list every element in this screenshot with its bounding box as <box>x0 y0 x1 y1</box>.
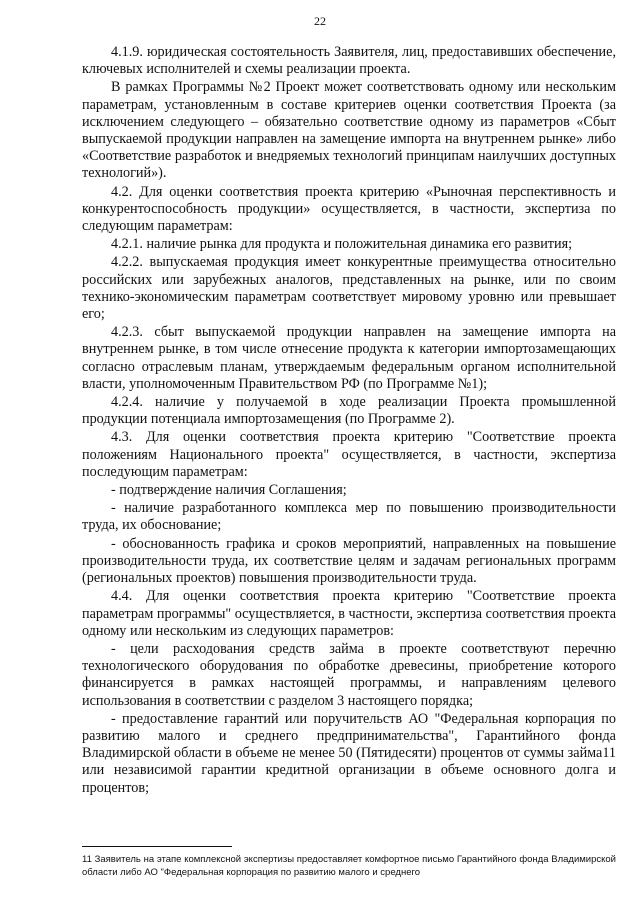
list-item-agreement: - подтверждение наличия Соглашения; <box>111 482 347 499</box>
footnote: 11 Заявитель на этапе комплексной экспертизы предоставляет комфортное письмо Гарантийного фонда Владимирской области либо АО "Федеральная корпорация по развитию малого и среднего <box>82 854 616 878</box>
paragraph-4-1-9: 4.1.9. юридическая состоятельность Заявителя, лиц, предоставивших обеспечение, ключевых исполнителей и схемы реализации проекта. <box>82 44 616 78</box>
list-item-measures: - наличие разработанного комплекса мер по повышению производительности труда, их обоснование; <box>82 500 616 534</box>
footnote-divider <box>82 846 232 847</box>
list-item-guarantees: - предоставление гарантий или поручительств АО "Федеральная корпорация по развитию малого и среднего предпринимательства", Гарантийного фонда Владимирской области в объеме не менее 50 (Пятидесяти) процентов от суммы займа11 или независимой гарантии кредитной организации в объеме основного долга и процентов; <box>82 710 616 796</box>
paragraph-4-2: 4.2. Для оценки соответствия проекта критерию «Рыночная перспективность и конкурентоспособность продукции» осуществляется, в частности, экспертиза по следующим параметрам: <box>82 183 616 235</box>
paragraph-4-3: 4.3. Для оценки соответствия проекта критерию "Соответствие проекта положениям Национального проекта" осуществляется, в частности, экспертиза последующим параметрам: <box>82 429 616 480</box>
list-item-loan-purpose: - цели расходования средств займа в проекте соответствуют перечню технологического оборудования по обработке древесины, приобретение которого финансируется в рамках настоящей программы, и направлениям целевого использования в соответствии с разделом 3 настоящего порядка; <box>82 640 616 709</box>
paragraph-4-2-1: 4.2.1. наличие рынка для продукта и положительная динамика его развития; <box>111 236 573 253</box>
paragraph-4-2-3: 4.2.3. сбыт выпускаемой продукции направлен на замещение импорта на внутреннем рынке, в том числе отнесение продукта к категории импортозамещающих согласно отраслевым планам, утверждаемым федеральным органом исполнительной власти, уполномоченным Правительством РФ (по Программе №1); <box>82 324 616 392</box>
paragraph-program-2: В рамках Программы №2 Проект может соответствовать одному или нескольким параметрам, установленным в составе критериев оценки соответствия Проекта (за исключением следующего – обязательно соответствие одному из параметров «Сбыт выпускаемой продукции направлен на замещение импорта на внутреннем рынке» либо «Соответствие разработок и внедряемых технологий принципам наилучших доступных технологий»). <box>82 79 616 182</box>
paragraph-4-4: 4.4. Для оценки соответствия проекта критерию "Соответствие проекта параметрам программы" осуществляется, в частности, экспертиза соответствия проекта одному или нескольким из следующих параметров: <box>82 588 616 639</box>
paragraph-4-2-2: 4.2.2. выпускаемая продукция имеет конкурентные преимущества относительно российских или зарубежных аналогов, представленных на рынке, или по своим технико-экономическим параметрам соответствует мировому уровню или превышает его; <box>82 254 616 323</box>
list-item-schedule: - обоснованность графика и сроков мероприятий, направленных на повышение производительности труда, их соответствие целям и задачам региональных программ (региональных проектов) повышения производительности труда. <box>82 535 616 587</box>
page-number: 22 <box>314 14 326 28</box>
body-text <box>82 44 616 798</box>
paragraph-4-2-4: 4.2.4. наличие у получаемой в ходе реализации Проекта промышленной продукции потенциала импортозамещения (по Программе 2). <box>82 394 616 428</box>
